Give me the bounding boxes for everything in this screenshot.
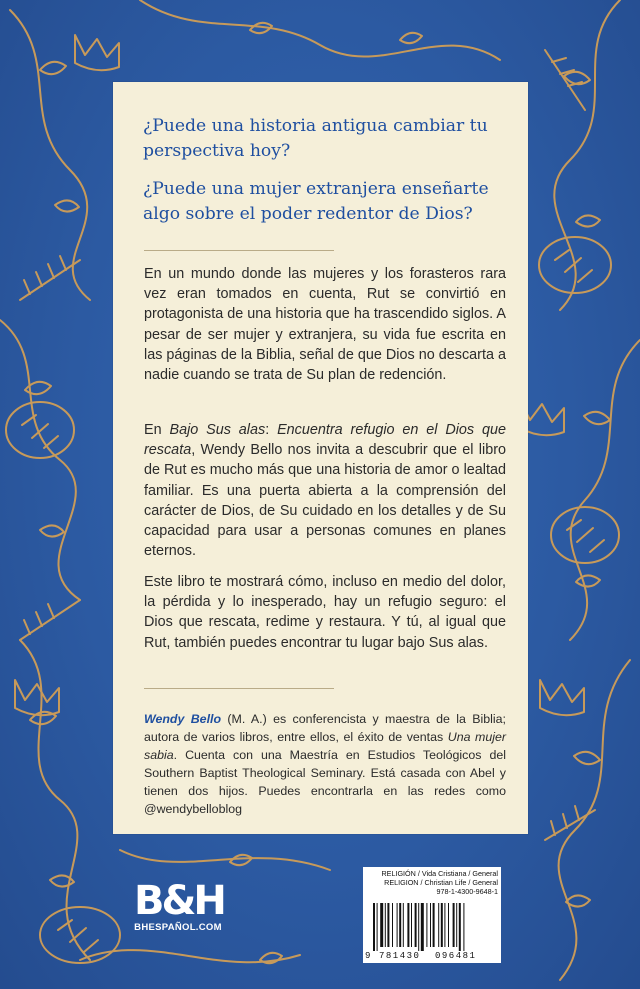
bio-book-title: Una mujer sabia: [144, 730, 507, 762]
bio-part-1: (M. A.) es conferencista y maestra de la Biblia; autora de varios libros, entre ellos, el éxito de ventas: [144, 712, 506, 744]
barcode-bar: [418, 903, 419, 951]
barcode-bar: [392, 903, 393, 947]
barcode-bar: [397, 903, 398, 947]
publisher-url: BHESPAÑOL.COM: [134, 922, 222, 933]
barcode-bar: [373, 903, 375, 951]
barcode-bar: [463, 903, 464, 951]
question-1: ¿Puede una historia antigua cambiar tu perspectiva hoy?: [143, 116, 488, 161]
author-bio: [144, 710, 506, 818]
barcode-bar: [448, 903, 449, 947]
category-en: RELIGION / Christian Life / General: [384, 877, 498, 887]
paragraph-intro: En un mundo donde las mujeres y los forasteros rara vez eran tomados en cuenta, Rut se convirtió en protagonista de una historia que ha trascendido siglos. A pesar de ser mujer y extranjera, su vida fue escrita en las páginas de la Biblia, señal de que Dios no descarta a nadie cuando se trata de Su plan de redención.: [144, 266, 506, 384]
paragraph-book: [144, 420, 506, 561]
question-2: ¿Puede una mujer extranjera enseñarte algo sobre el poder redentor de Dios?: [143, 179, 489, 224]
barcode-bar: [430, 903, 431, 947]
text-panel: [113, 82, 528, 834]
barcode-bar: [441, 903, 443, 947]
barcode-box: [363, 867, 501, 963]
bio-part-2: . Cuenta con una Maestría en Estudios Teológicos del Southern Baptist Theological Seminary. Está casada con Abel y tienen dos hijos. Puedes encontrarla en las redes como @wendybelloblog: [144, 748, 506, 816]
barcode-bar: [453, 903, 455, 947]
divider: [144, 250, 334, 251]
isbn-text: 978-1-4300-9648-1: [436, 886, 498, 896]
barcode-bar: [433, 903, 435, 947]
barcode-digits-right: 096481: [435, 951, 477, 961]
barcode-bar: [426, 903, 427, 947]
para2-rest: , Wendy Bello nos invita a descubrir que el libro de Rut es mucho más que una historia de amor o lealtad familiar. Es una puerta abierta a la comprensión del carácter de Dios, de Su cuidado en los detalles y de Su capacidad para usar a personas comunes en planes eternos.: [144, 442, 506, 560]
barcode-bars: [367, 903, 493, 951]
barcode-bar: [387, 903, 389, 947]
barcode-bar: [380, 903, 383, 947]
barcode-bar: [407, 903, 409, 947]
bh-logo-mark: B&H: [134, 878, 224, 924]
barcode-bar: [459, 903, 461, 951]
publisher-logo: [128, 880, 228, 940]
barcode-bar: [438, 903, 439, 947]
barcode-digit-first: 9: [365, 951, 371, 961]
para2-prefix: En: [144, 422, 170, 438]
author-name: Wendy Bello: [144, 712, 222, 726]
paragraph-promise: Este libro te mostrará cómo, incluso en medio del dolor, la pérdida y lo inesperado, hay un refugio seguro: el Dios que rescata, redime y restaura. Y tú, al igual que Rut, también puedes encontrar tu lugar bajo Sus alas.: [144, 574, 506, 651]
book-subtitle: Encuentra refugio en el Dios que rescata: [144, 422, 506, 459]
barcode-bar: [411, 903, 412, 947]
divider-bio: [144, 688, 334, 689]
barcode-bar: [421, 903, 424, 951]
category-es: RELIGIÓN / Vida Cristiana / General: [381, 869, 498, 878]
barcode-bar: [403, 903, 404, 947]
barcode-bar: [456, 903, 457, 947]
barcode-bar: [399, 903, 401, 947]
barcode-digits-left: 781430: [379, 951, 421, 961]
barcode-bar: [415, 903, 417, 947]
barcode-bar: [444, 903, 445, 947]
para2-colon: :: [265, 422, 278, 438]
barcode-bar: [385, 903, 386, 947]
barcode-bar: [377, 903, 378, 951]
book-title-main: Bajo Sus alas: [169, 422, 266, 438]
